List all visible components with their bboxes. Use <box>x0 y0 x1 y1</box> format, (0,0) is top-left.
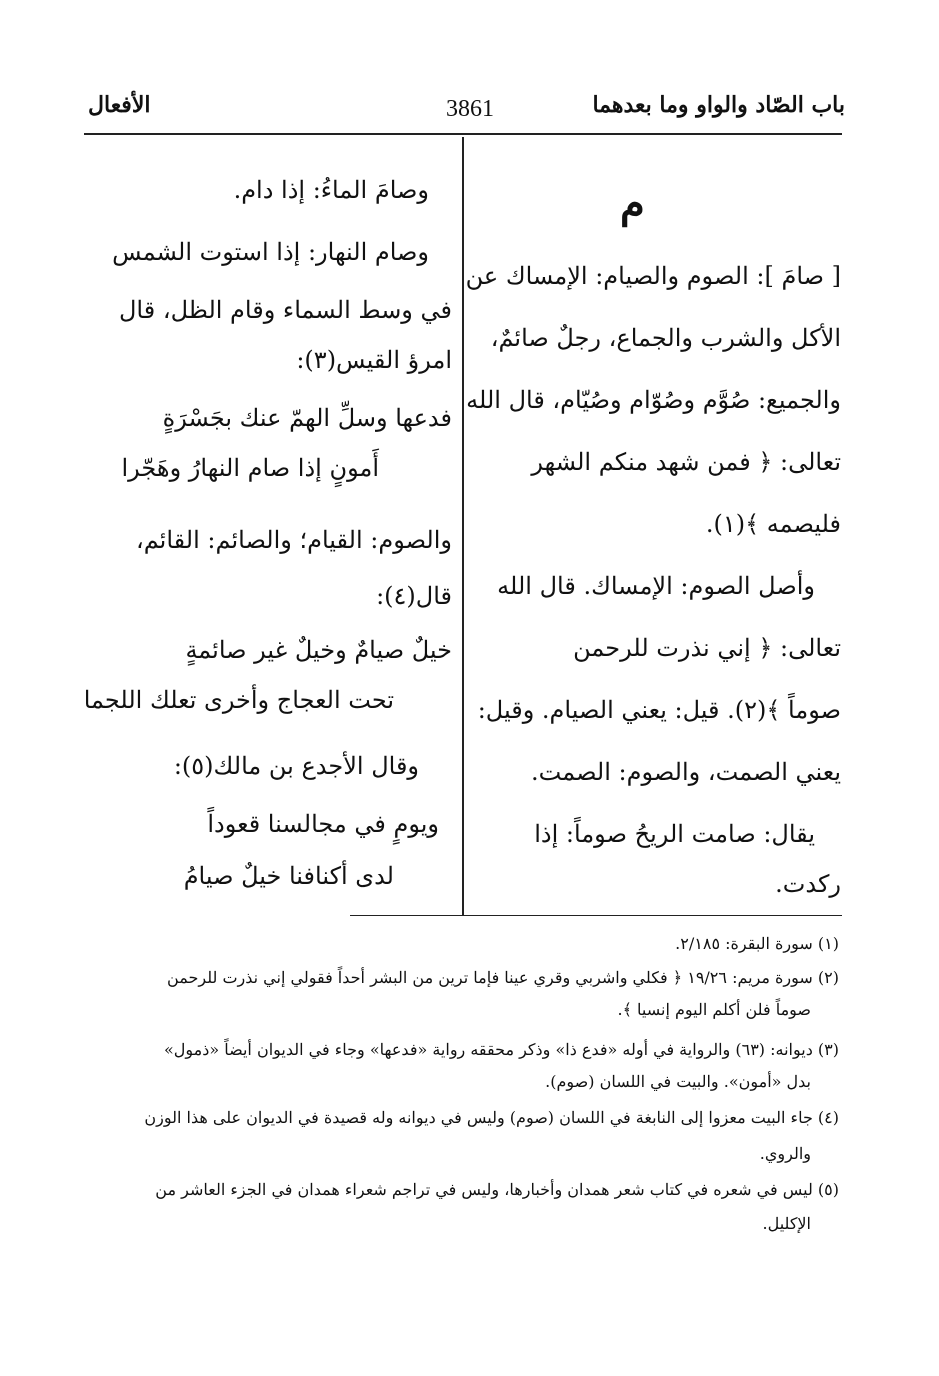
footnote-continuation: الإكليل. <box>762 1214 811 1233</box>
text-line: يقال: صامت الريحُ صوماً: إذا <box>534 820 815 848</box>
text-line: وقال الأجدع بن مالك(٥): <box>173 752 419 780</box>
text-line: في وسط السماء وقام الظل، قال <box>118 296 452 324</box>
verse-line: تحت العجاج وأخرى تعلك اللجما <box>83 686 394 714</box>
entry-letter: م <box>620 180 645 227</box>
footnote-continuation: صوماً فلن أكلم اليوم إنسيا ﴾. <box>617 1000 811 1019</box>
footnote: (٤) جاء البيت معزوا إلى النابغة في اللسان (صوم) وليس في ديوانه وله قصيدة في الديوان على هذا الوزن <box>144 1108 839 1127</box>
verse-line: خيلٌ صيامٌ وخيلٌ غير صائمةٍ <box>185 636 452 664</box>
footnote: (٣) ديوانه: (٦٣) والرواية في أوله «فدع ذا» وذكر محققه رواية «فدعها» وجاء في الديوان أيضاً «ذمول» <box>163 1040 839 1059</box>
footnote: (٢) سورة مريم: ١٩/٢٦ ﴿ فكلي واشربي وقري عينا فإما ترين من البشر أحداً فقولي إني نذرت للرحمن <box>167 968 839 987</box>
text-line: [ صامَ ]: الصوم والصيام: الإمساك عن <box>465 262 841 290</box>
footnote-continuation: والروي. <box>759 1144 811 1163</box>
footnote: (١) سورة البقرة: ٢/١٨٥. <box>675 934 839 953</box>
footnote-continuation: بدل «أمون». والبيت في اللسان (صوم). <box>545 1072 811 1091</box>
text-line: والجميع: صُوَّم وصُوّام وصُيّام، قال الله <box>466 386 841 414</box>
text-line: صوماً ﴾(٢). قيل: يعني الصيام. وقيل: <box>477 696 841 724</box>
text-line: الأكل والشرب والجماع، رجلٌ صائمٌ، <box>490 324 841 352</box>
text-line: ركدت. <box>775 870 841 898</box>
text-line: يعني الصمت، والصوم: الصمت. <box>531 758 841 786</box>
verse-line: ويومٍ في مجالسنا قعوداً <box>207 810 439 838</box>
verse-line: لدى أكنافنا خيلٌ صيامُ <box>183 862 394 890</box>
text-line: امرؤ القيس(٣): <box>296 346 452 374</box>
text-line: قال(٤): <box>376 582 452 610</box>
section-title: باب الصّاد والواو وما بعدهما <box>592 92 845 118</box>
column-divider <box>462 137 464 916</box>
text-line: وأصل الصوم: الإمساك. قال الله <box>497 572 815 600</box>
footnote: (٥) ليس في شعره في كتاب شعر همدان وأخبارها، وليس في تراجم شعراء همدان في الجزء العاشر من <box>155 1180 839 1199</box>
verse-line: أَمونٍ إذا صام النهارُ وهَجّرا <box>121 454 379 482</box>
header-rule <box>84 133 842 135</box>
book-part: الأفعال <box>88 92 151 118</box>
text-line: تعالى: ﴿ فمن شهد منكم الشهر <box>531 448 841 476</box>
verse-line: فدعها وسلِّ الهمّ عنك بجَسْرَةٍ <box>162 404 452 432</box>
text-line: فليصمه ﴾(١). <box>705 510 841 538</box>
text-line: وصام النهار: إذا استوت الشمس <box>112 238 429 266</box>
text-line: والصوم: القيام؛ والصائم: القائم، <box>135 526 452 554</box>
page-number: 3861 <box>446 96 494 122</box>
text-line: وصامَ الماءُ: إذا دام. <box>233 176 429 204</box>
text-line: تعالى: ﴿ إني نذرت للرحمن <box>573 634 841 662</box>
columns-bottom-rule <box>350 915 842 916</box>
